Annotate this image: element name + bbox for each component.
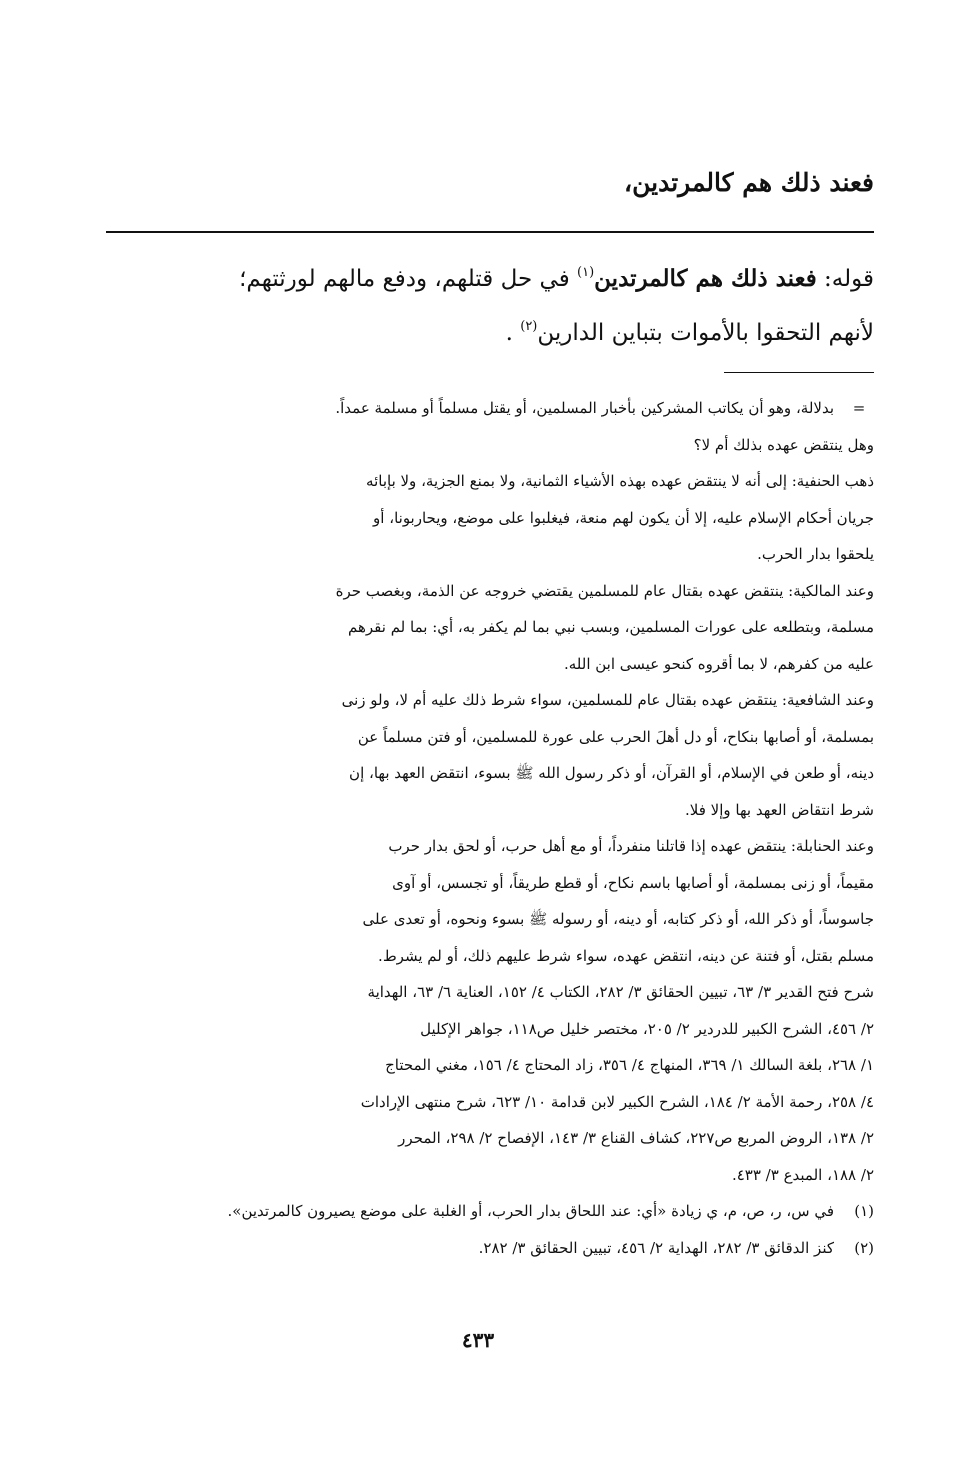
footnote-line: ١/ ٢٦٨، بلغة السالك ١/ ٣٦٩، المنهاج ٤/ ٣٥٦، زاد المحتاج ٤/ ١٥٦، مغني المحتاج [385, 1056, 874, 1074]
footnote-line: يلحقوا بدار الحرب. [757, 545, 874, 563]
continuation-mark: = [852, 399, 866, 417]
footnote-line: شرط انتقاض العهد بها وإلا فلا. [685, 800, 874, 819]
footnote-1-line: يصيرون كالمرتدين». [227, 1202, 356, 1220]
footnote-line: مقيماً، أو زنى بمسلمة، أو أصابها باسم نكاح، أو قطع طريقاً، أو تجسس، أو آوى [392, 873, 874, 892]
footnote-1-line: في س، ر، ص، م، ي زيادة «أي: عند اللحاق بدار الحرب، أو الغلبة على موضع [360, 1202, 834, 1220]
main-text-line-2-end: . [505, 320, 513, 346]
footnote-line: ٤/ ٢٥٨، رحمة الأمة ٢/ ١٨٤، الشرح الكبير لابن قدامة ١٠/ ٦٢٣، شرح منتهى الإرادات [360, 1092, 874, 1111]
footnote-line: شرح فتح القدير ٣/ ٦٣، تبيين الحقائق ٣/ ٢٨٢، الكتاب ٤/ ١٥٢، العناية ٦/ ٦٣، الهداية [367, 983, 874, 1001]
running-header-title: فعند ذلك هم كالمرتدين، [624, 168, 874, 197]
footnote-line: ٢/ ١٣٨، الروض المربع ص٢٢٧، كشاف القناع ٣/ ١٤٣، الإفصاح ٢/ ٢٩٨، المحرر [398, 1129, 874, 1147]
page-number: ٤٣٣ [461, 1328, 495, 1352]
footnote-line: ٢/ ١٨٨، المبدع ٣/ ٤٣٣. [731, 1165, 874, 1184]
footnote-line: ذهب الحنفية: إلى أنه لا ينتقض عهده بهذه الأشياء الثمانية، ولا بمنع الجزية، ولا بإبائه [366, 472, 874, 490]
main-text-bold-phrase: فعند ذلك هم كالمرتدين [594, 265, 817, 292]
footnote-2 [100, 1230, 874, 1267]
header-divider [106, 231, 874, 233]
continued-footnote [100, 390, 874, 1193]
footnote-ref-1: (١) [577, 265, 595, 280]
footnote-line: مسلم بقتل، أو فتنة عن دينه، انتقض عهده، سواء شرط عليهم ذلك، أو لم يشرط. [378, 946, 874, 965]
footnote-line: وعند الحنابلة: ينتقض عهده إذا قاتلنا منفرداً، أو مع أهل حرب، أو لحق بدار حرب [388, 837, 874, 855]
footnote-line: جريان أحكام الإسلام عليه، إلا أن يكون لهم منعة، فيغلبوا على موضع، ويحاربونا، أو [373, 508, 874, 527]
main-text-suffix: في حل قتلهم، ودفع مالهم لورثتهم؛ [239, 266, 578, 292]
main-text-line-1 [100, 252, 874, 306]
footnote-1-number: (١) [854, 1202, 874, 1220]
footnote-line: دينه، أو طعن في الإسلام، أو القرآن، أو ذكر رسول الله ﷺ بسوء، انتقض العهد بها، إن [349, 764, 874, 782]
footnote-line: ٢/ ٤٥٦، الشرح الكبير للدردير ٢/ ٢٠٥، مختصر خليل ص١١٨، جواهر الإكليل [420, 1019, 874, 1038]
footnote-line: بدلالة، وهو أن يكاتب المشركين بأخبار المسلمين، أو يقتل مسلماً أو مسلمة عمداً. [335, 399, 834, 417]
footnote-line: عليه من كفرهم، لا بما أقروه كنحو عيسى ابن الله. [563, 654, 874, 673]
footnote-1 [100, 1193, 874, 1230]
main-text [100, 252, 874, 360]
footnote-2-line: كنز الدقائق ٣/ ٢٨٢، الهداية ٢/ ٤٥٦، تبيين الحقائق ٣/ ٢٨٢. [478, 1238, 834, 1257]
footnotes-section [100, 390, 874, 1266]
footnotes-divider [724, 372, 874, 373]
main-text-prefix: قوله: [816, 266, 874, 292]
footnote-ref-2: (٢) [520, 319, 538, 334]
main-text-line-2 [100, 306, 874, 360]
footnote-line: مسلمة، وبتطلعه على عورات المسلمين، وبسب نبي بما لم يكفر به، أي: بما لم نقرهم [348, 618, 874, 636]
main-text-line-2-text: لأنهم التحقوا بالأموات بتباين الدارين [537, 320, 874, 346]
footnote-line: وهل ينتقض عهده بذلك أم لا؟ [693, 435, 874, 454]
footnote-line: جاسوساً، أو ذكر الله، أو ذكر كتابه، أو دينه، أو رسوله ﷺ بسوء ونحوه، أو تعدى على [362, 910, 874, 928]
footnote-line: وعند الشافعية: ينتقض عهده بقتال عام للمسلمين، سواء شرط ذلك عليه أم لا، ولو زنى [341, 691, 874, 709]
footnote-line: بمسلمة، أو أصابها بنكاح، أو دل أهلَ الحرب على عورة للمسلمين، أو فتن مسلماً عن [357, 727, 874, 746]
footnote-2-number: (٢) [854, 1238, 874, 1257]
footnote-line: وعند المالكية: ينتقض عهده بقتال عام للمسلمين يقتضي خروجه عن الذمة، وبغصب حرة [335, 581, 874, 600]
